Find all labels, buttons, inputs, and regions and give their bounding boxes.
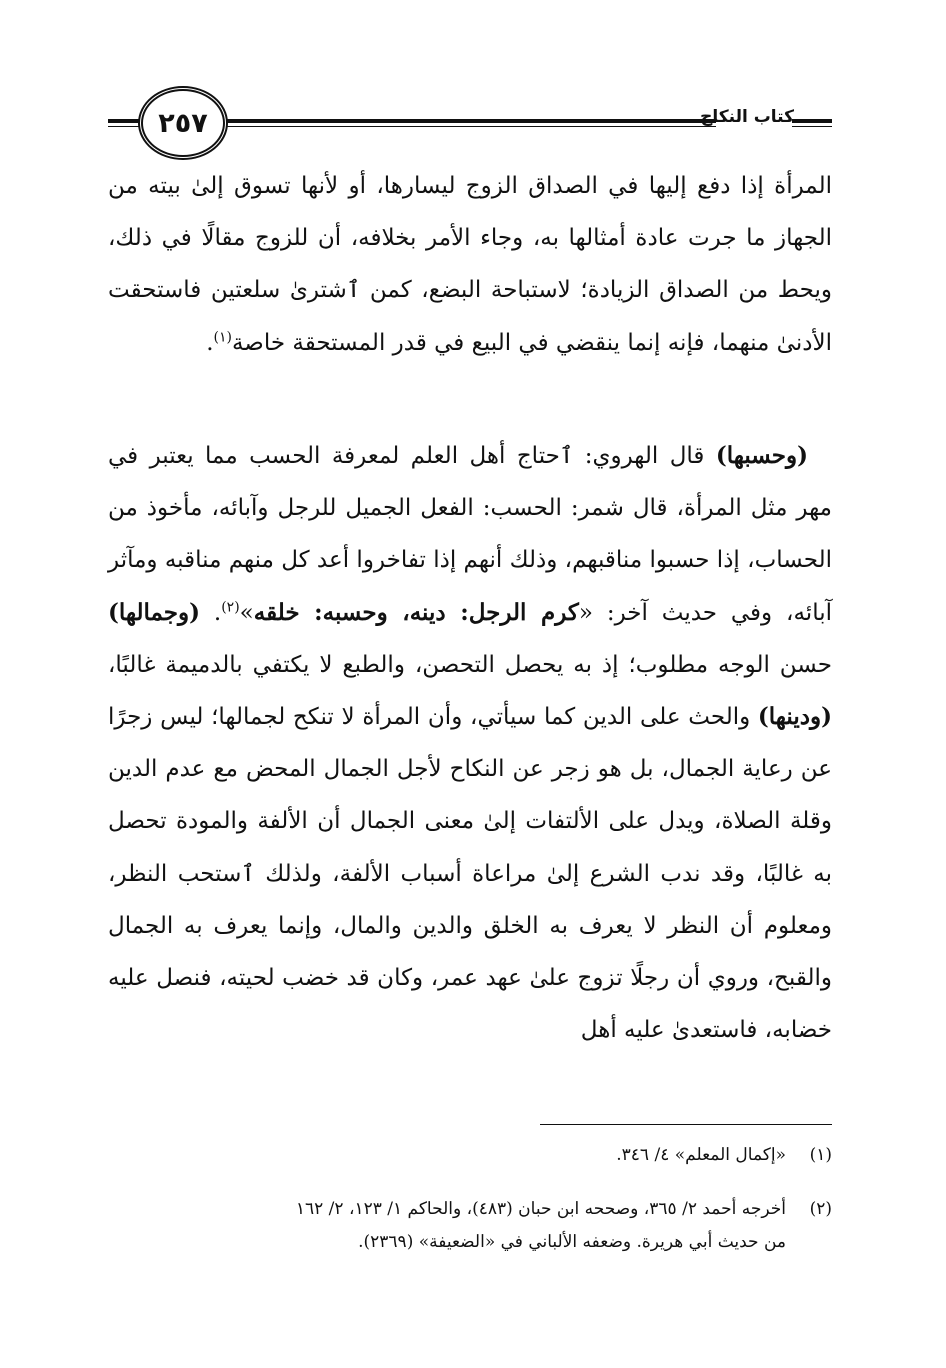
footnote-1-number: (١) [809, 1145, 832, 1165]
header-rule-left [108, 119, 140, 127]
paragraph-2-text-4: والحث على الدين كما سيأتي، وأن المرأة لا تنكح لجمالها؛ ليس زجرًا عن رعاية الجمال، بل هو زجر عن النكاح لأجل الجمال المحض مع عدم الدين وقلة الصلاة، ويدل على الألتفات إلىٰ معنى الجمال أن الألفة والمودة تحصل به غالبًا، وقد ندب الشرع إلىٰ مراعاة أسباب الألفة، ولذلك ٱستحب النظر، ومعلوم أن النظر لا يعرف به الخلق والدين والمال، وإنما يعرف به الجمال والقبح، وروي أن رجلًا تزوج علىٰ عهد عمر، وكان قد خضب لحيته، فنصل عليه خضابه، فاستعدىٰ عليه أهل [108, 704, 832, 1044]
running-header [108, 84, 832, 166]
footnote-separator [540, 1124, 832, 1125]
footnote-2-number: (٢) [809, 1199, 832, 1219]
hadith-close-quote: » [239, 599, 254, 626]
label-din: (ودينها) [757, 703, 832, 731]
footnote-ref-2: (٢) [221, 598, 240, 615]
paragraph-1-text: المرأة إذا دفع إليها في الصداق الزوج ليسارها، أو لأنها تسوق إلىٰ بيته من الجهاز ما جرت عادة أمثالها به، وجاء الأمر بخلافه، أن للزوج مقالًا في ذلك، ويحط من الصداق الزيادة؛ لاستباحة البضع، كمن ٱشترىٰ سلعتين فاستحقت الأدنىٰ منهما، فإنه إنما ينقضي في البيع في قدر المستحقة خاصة [108, 173, 832, 356]
label-jamal: (وجمالها) [108, 598, 201, 626]
paragraph-2 [108, 430, 832, 1056]
paragraph-2-text-2: . [200, 599, 222, 626]
paragraph-1 [108, 160, 832, 369]
footnote-1-text: «إكمال المعلم» ٤/ ٣٤٦. [616, 1145, 786, 1165]
footnote-ref-1: (١) [213, 328, 232, 345]
paragraph-2-text-1: قال الهروي: ٱحتاج أهل العلم لمعرفة الحسب مما يعتبر في مهر مثل المرأة، قال شمر: الحسب: الفعل الجميل للرجل وآبائه، مأخوذ من الحساب، إذا حسبوا مناقبهم، وذلك أنهم إذا تفاخروا أعد كل منهم مناقبه ومآثر آبائه، وفي حديث آخر: « [108, 443, 832, 626]
paragraph-2-text-3: حسن الوجه مطلوب؛ إذ به يحصل التحصن، والطبع لا يكتفي بالدميمة غالبًا، [108, 651, 832, 678]
footnote-2-text: أخرجه أحمد ٢/ ٣٦٥، وصححه ابن حبان (٤٨٣)، والحاكم ١/ ١٢٣، ٢/ ١٦٢ [295, 1199, 786, 1219]
footnote-1 [108, 1139, 832, 1172]
footnote-2 [108, 1193, 832, 1259]
header-rule-right [792, 119, 832, 127]
page-number: ٢٥٧ [158, 107, 208, 139]
label-hasab: (وحسبها) [715, 442, 808, 469]
paragraph-1-end: . [206, 329, 214, 356]
book-title: كتاب النكاح [700, 107, 794, 127]
hadith-quote: كرم الرجل: دينه، وحسبه: خلقه [253, 598, 579, 626]
page-number-badge [138, 86, 228, 160]
footnote-2-continuation: من حديث أبي هريرة. وضعفه الألباني في «الضعيفة» (٢٣٦٩). [358, 1232, 786, 1252]
header-rule-middle [226, 119, 716, 127]
